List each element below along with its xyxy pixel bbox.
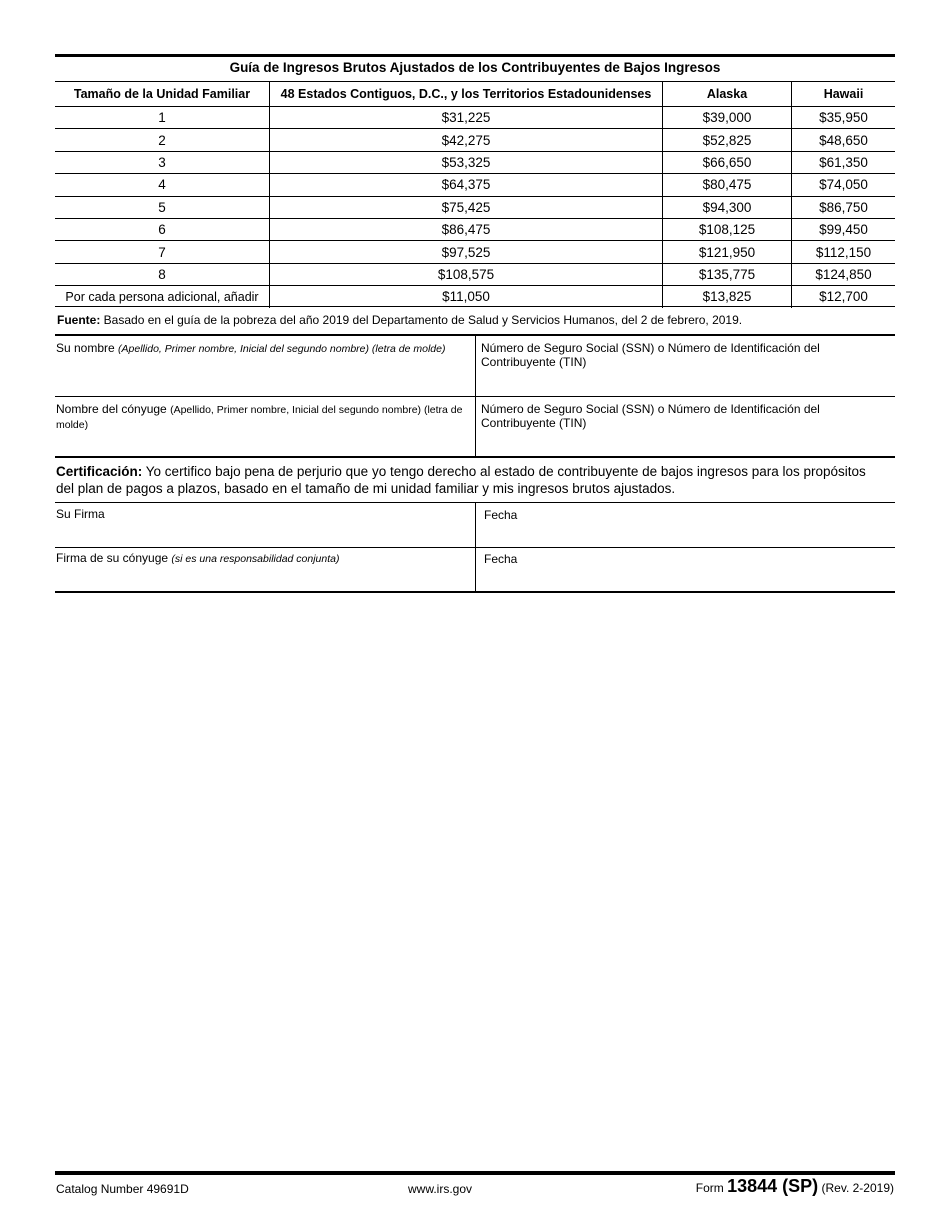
hawaii-cell: $35,950 <box>792 107 896 129</box>
hawaii-cell: $124,850 <box>792 263 896 285</box>
contiguous-cell: $75,425 <box>270 196 663 218</box>
family-size-cell: 1 <box>55 107 270 129</box>
family-size-cell: 3 <box>55 151 270 173</box>
table-row <box>55 286 895 308</box>
col-header-family-size: Tamaño de la Unidad Familiar <box>55 82 270 107</box>
ssn-field[interactable]: Número de Seguro Social (SSN) o Número de Identificación del Contribuyente (TIN) <box>481 341 820 369</box>
source-note <box>57 313 742 327</box>
contiguous-cell: $64,375 <box>270 174 663 196</box>
form-id <box>696 1176 894 1197</box>
signature-field[interactable]: Su Firma <box>56 507 105 521</box>
alaska-cell: $80,475 <box>663 174 792 196</box>
spouse-name-hint: (Apellido, Primer nombre, Inicial del segundo nombre) (letra de molde) <box>56 404 463 431</box>
hawaii-cell: $86,750 <box>792 196 896 218</box>
contiguous-cell: $97,525 <box>270 241 663 263</box>
contiguous-cell: $108,575 <box>270 263 663 285</box>
contiguous-cell: $86,475 <box>270 218 663 240</box>
section-rule <box>55 591 895 593</box>
spouse-signature-field[interactable] <box>56 551 340 566</box>
alaska-cell: $121,950 <box>663 241 792 263</box>
row-divider <box>55 396 895 397</box>
your-name-hint: (Apellido, Primer nombre, Inicial del segundo nombre) (letra de molde) <box>118 343 446 355</box>
family-size-cell: 6 <box>55 218 270 240</box>
table-row <box>55 196 895 218</box>
hawaii-cell: $74,050 <box>792 174 896 196</box>
hawaii-cell: $12,700 <box>792 286 896 308</box>
table-row <box>55 174 895 196</box>
family-size-cell: 8 <box>55 263 270 285</box>
certification-text: Yo certifico bajo pena de perjurio que yo tengo derecho al estado de contribuyente de bajos ingresos para los propósitos del plan de pagos a plazos, basado en el tamaño de mi unidad familiar y mis ingresos brutos ajustados. <box>56 464 866 496</box>
hawaii-cell: $99,450 <box>792 218 896 240</box>
alaska-cell: $39,000 <box>663 107 792 129</box>
family-size-cell: Por cada persona adicional, añadir <box>65 289 259 304</box>
table-row <box>55 151 895 173</box>
alaska-cell: $13,825 <box>663 286 792 308</box>
catalog-number: Catalog Number 49691D <box>56 1182 189 1196</box>
alaska-cell: $52,825 <box>663 129 792 151</box>
spouse-date-field[interactable]: Fecha <box>484 552 518 566</box>
col-header-alaska: Alaska <box>663 82 792 107</box>
hawaii-cell: $112,150 <box>792 241 896 263</box>
col-header-hawaii: Hawaii <box>792 82 896 107</box>
top-rule <box>55 54 895 57</box>
table-row <box>55 129 895 151</box>
spouse-name-field[interactable] <box>56 402 468 432</box>
alaska-cell: $66,650 <box>663 151 792 173</box>
spouse-signature-hint: (si es una responsabilidad conjunta) <box>171 553 340 565</box>
table-row <box>55 263 895 285</box>
table-row <box>55 218 895 240</box>
source-text: Basado en el guía de la pobreza del año 2019 del Departamento de Salud y Servicios Humanos, del 2 de febrero, 2019. <box>100 313 743 327</box>
table-bottom-rule <box>55 306 895 307</box>
alaska-cell: $135,775 <box>663 263 792 285</box>
certification-label: Certificación: <box>56 464 143 479</box>
table-header-row <box>55 82 895 107</box>
row-divider <box>55 547 895 548</box>
hawaii-cell: $48,650 <box>792 129 896 151</box>
contiguous-cell: $11,050 <box>270 286 663 308</box>
form-prefix: Form <box>695 1181 728 1195</box>
date-field[interactable]: Fecha <box>484 508 518 522</box>
spouse-name-label: Nombre del cónyuge <box>56 402 171 416</box>
your-name-field[interactable] <box>56 341 466 356</box>
section-rule <box>55 456 895 458</box>
table-title: Guía de Ingresos Brutos Ajustados de los Contribuyentes de Bajos Ingresos <box>229 60 721 75</box>
hawaii-cell: $61,350 <box>792 151 896 173</box>
contiguous-cell: $42,275 <box>270 129 663 151</box>
family-size-cell: 7 <box>55 241 270 263</box>
col-header-contiguous: 48 Estados Contiguos, D.C., y los Territorios Estadounidenses <box>270 82 663 107</box>
footer-rule <box>55 1171 895 1175</box>
income-guide-table <box>55 82 895 308</box>
alaska-cell: $94,300 <box>663 196 792 218</box>
form-revision: (Rev. 2-2019) <box>818 1181 894 1195</box>
certification <box>56 463 886 497</box>
your-name-label: Su nombre <box>56 341 119 355</box>
table-row <box>55 241 895 263</box>
source-label: Fuente: <box>57 313 101 327</box>
family-size-cell: 4 <box>55 174 270 196</box>
family-size-cell: 2 <box>55 129 270 151</box>
website-link[interactable]: www.irs.gov <box>408 1182 473 1196</box>
form-number: 13844 (SP) <box>727 1176 819 1196</box>
table-row <box>55 107 895 129</box>
family-size-cell: 5 <box>55 196 270 218</box>
contiguous-cell: $53,325 <box>270 151 663 173</box>
spouse-signature-label: Firma de su cónyuge <box>56 551 172 565</box>
alaska-cell: $108,125 <box>663 218 792 240</box>
contiguous-cell: $31,225 <box>270 107 663 129</box>
spouse-ssn-field[interactable]: Número de Seguro Social (SSN) o Número de Identificación del Contribuyente (TIN) <box>481 402 820 430</box>
